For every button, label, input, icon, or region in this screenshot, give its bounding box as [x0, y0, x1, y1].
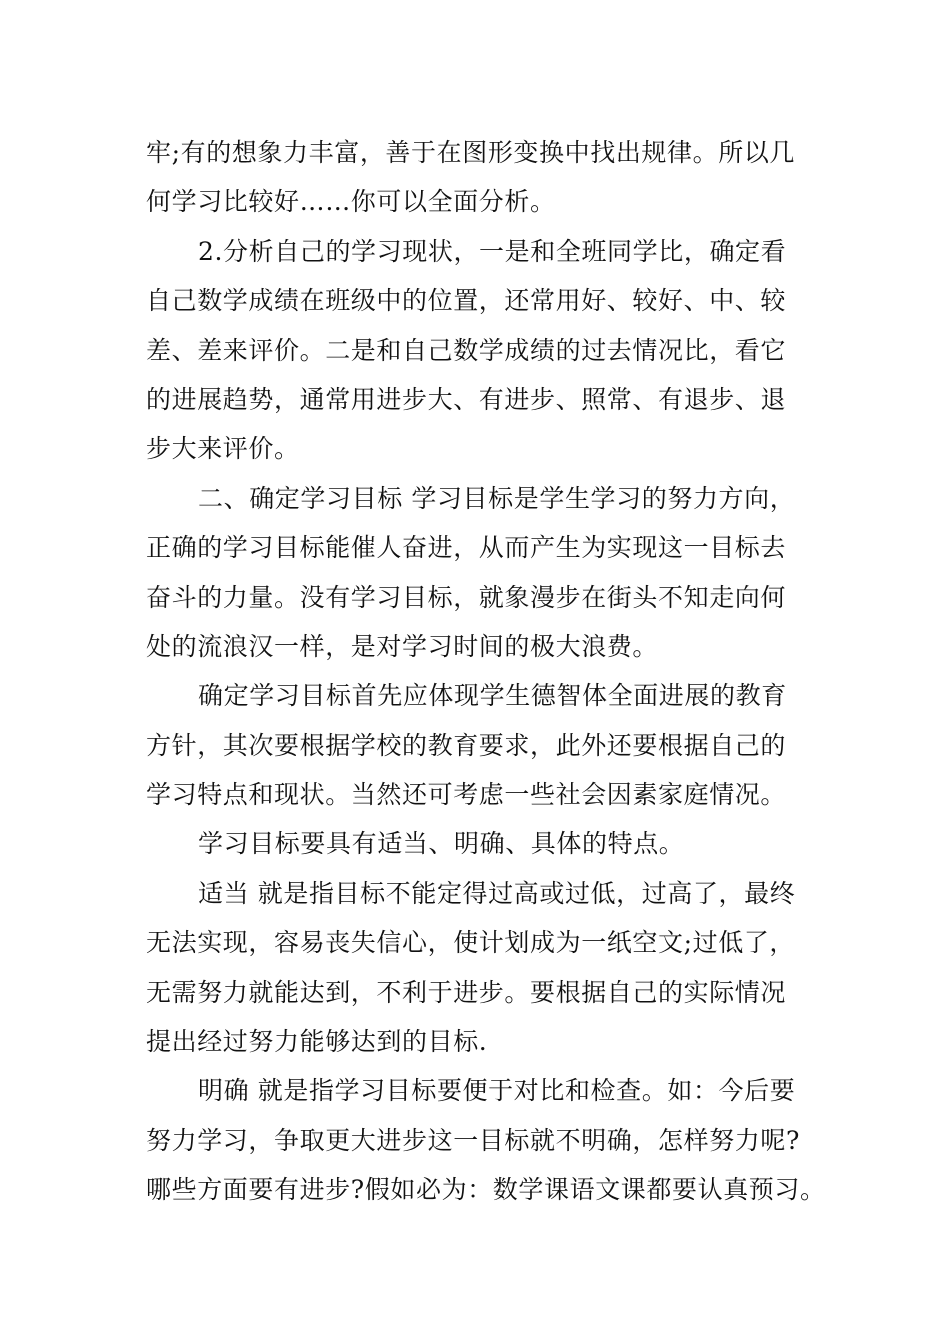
text-line: 学习目标要具有适当、明确、具体的特点。: [198, 829, 685, 859]
text-line: 提出经过努力能够达到的目标.: [146, 1027, 488, 1057]
text-line: 适当 就是指目标不能定得过高或过低，过高了，最终: [198, 878, 796, 908]
text-line: 明确 就是指学习目标要便于对比和检查。如：今后要: [198, 1076, 796, 1106]
text-line: 的进展趋势，通常用进步大、有进步、照常、有退步、退: [146, 384, 787, 414]
text-line: 牢;有的想象力丰富，善于在图形变换中找出规律。所以几: [146, 138, 796, 167]
text-line: 努力学习，争取更大进步这一目标就不明确，怎样努力呢?: [146, 1125, 801, 1155]
text-line: 何学习比较好……你可以全面分析。: [146, 187, 556, 217]
text-line: 方针，其次要根据学校的教育要求，此外还要根据自己的: [146, 730, 787, 760]
text-line: 哪些方面要有进步?假如必为：数学课语文课都要认真预习。: [146, 1175, 826, 1205]
text-line: 确定学习目标首先应体现学生德智体全面进展的教育: [198, 681, 787, 711]
text-line: 二、确定学习目标 学习目标是学生学习的努力方向，: [198, 483, 796, 513]
text-line: 无法实现，容易丧失信心，使计划成为一纸空文;过低了，: [146, 928, 796, 958]
text-line: 学习特点和现状。当然还可考虑一些社会因素家庭情况。: [146, 780, 787, 810]
text-line: 自己数学成绩在班级中的位置，还常用好、较好、中、较: [146, 286, 787, 316]
text-line: 无需努力就能达到，不利于进步。要根据自己的实际情况: [146, 977, 787, 1007]
text-line: 处的流浪汉一样，是对学习时间的极大浪费。: [146, 631, 659, 661]
text-line: 正确的学习目标能催人奋进，从而产生为实现这一目标去: [146, 533, 787, 563]
text-line: 奋斗的力量。没有学习目标，就象漫步在街头不知走向何: [146, 582, 787, 612]
text-line: 差、差来评价。二是和自己数学成绩的过去情况比，看它: [146, 335, 787, 365]
text-line: 2.分析自己的学习现状，一是和全班同学比，确定看: [198, 236, 787, 266]
document-body: [146, 128, 826, 1215]
text-line: 步大来评价。: [146, 434, 300, 464]
